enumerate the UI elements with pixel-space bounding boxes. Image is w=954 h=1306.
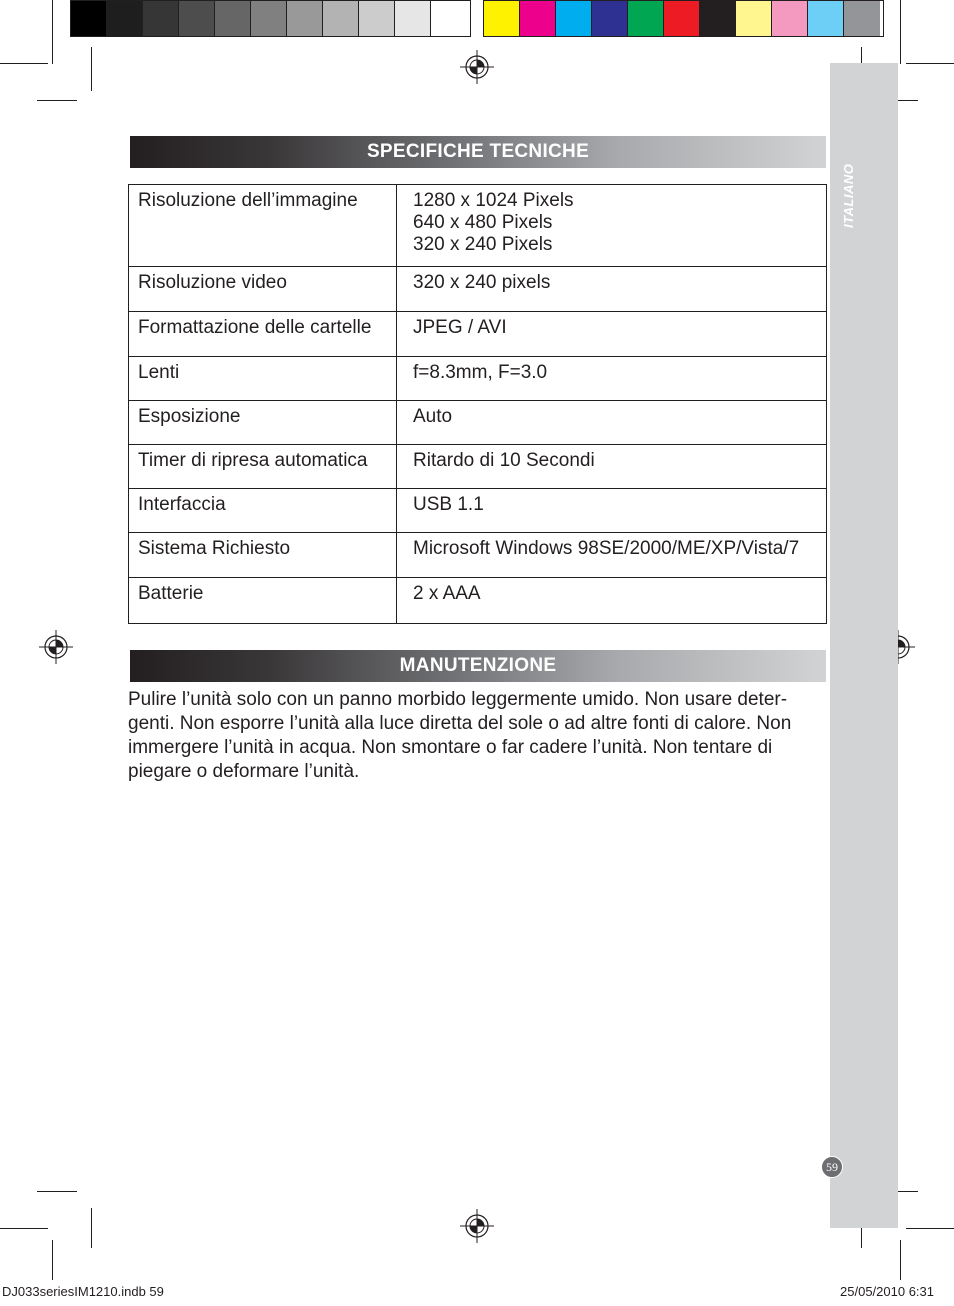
spec-label: Interfaccia <box>129 489 397 533</box>
spec-value: 2 x AAA <box>413 583 481 604</box>
color-swatch <box>664 1 700 36</box>
footer-date: 25/05/2010 6:31 <box>840 1284 934 1299</box>
spec-value: 320 x 240 pixels <box>413 272 551 293</box>
spec-value-cell <box>397 578 827 624</box>
spec-row <box>129 312 827 357</box>
spec-value: 320 x 240 Pixels <box>413 234 553 255</box>
spec-value: 1280 x 1024 Pixels <box>413 190 574 211</box>
spec-value: 640 x 480 Pixels <box>413 212 553 233</box>
spec-row <box>129 357 827 401</box>
spec-label: Lenti <box>129 357 397 401</box>
spec-value-cell <box>397 401 827 445</box>
specs-table <box>128 184 827 624</box>
maintenance-section-title: MANUTENZIONE <box>130 650 826 682</box>
spec-label: Timer di ripresa automatica <box>129 445 397 489</box>
color-swatch <box>359 1 395 36</box>
spec-value-cell <box>397 489 827 533</box>
registration-mark-icon <box>460 50 494 84</box>
color-swatch <box>323 1 359 36</box>
color-swatch <box>844 1 880 36</box>
color-swatch <box>556 1 592 36</box>
spec-value: Ritardo di 10 Secondi <box>413 450 595 471</box>
color-swatch <box>520 1 556 36</box>
spec-label: Batterie <box>129 578 397 624</box>
color-swatch <box>808 1 844 36</box>
spec-label: Esposizione <box>129 401 397 445</box>
spec-label: Risoluzione video <box>129 267 397 312</box>
color-swatch <box>395 1 431 36</box>
cmyk-color-bar <box>483 0 884 37</box>
spec-value-cell <box>397 445 827 489</box>
spec-value: Microsoft Windows 98SE/2000/ME/XP/Vista/7 <box>413 538 800 559</box>
color-swatch <box>592 1 628 36</box>
color-swatch <box>700 1 736 36</box>
spec-value-cell <box>397 267 827 312</box>
footer-file-name: DJ033seriesIM1210.indb 59 <box>2 1284 164 1299</box>
spec-label: Formattazione delle cartelle <box>129 312 397 357</box>
spec-row <box>129 533 827 578</box>
spec-value-cell <box>397 185 827 267</box>
spec-value: f=8.3mm, F=3.0 <box>413 362 548 383</box>
color-swatch <box>143 1 179 36</box>
color-swatch <box>215 1 251 36</box>
spec-row <box>129 578 827 624</box>
spec-row <box>129 489 827 533</box>
spec-label: Risoluzione dell’immagine <box>129 185 397 267</box>
registration-mark-icon <box>460 1209 494 1243</box>
registration-mark-icon <box>39 630 73 664</box>
language-tab-label: ITALIANO <box>841 163 856 228</box>
gray-color-bar <box>70 0 471 37</box>
color-swatch <box>179 1 215 36</box>
spec-value: JPEG / AVI <box>413 317 507 338</box>
spec-row <box>129 445 827 489</box>
spec-label: Sistema Richiesto <box>129 533 397 578</box>
color-swatch <box>628 1 664 36</box>
spec-value-cell <box>397 357 827 401</box>
spec-value: USB 1.1 <box>413 494 484 515</box>
color-swatch <box>107 1 143 36</box>
maintenance-text: Pulire l’unità solo con un panno morbido leggermente umido. Non usare deter-genti. Non esporre l’unità alla luce diretta del sole o ad altre fonti di calore. Non immergere l’unità in acqua. Non smontare o far cadere l’unità. Non tentare di piegare o deformare l’unità. <box>128 689 792 782</box>
color-swatch <box>484 1 520 36</box>
language-side-tab <box>830 63 898 1228</box>
specs-section-title: SPECIFICHE TECNICHE <box>130 136 826 168</box>
page-number-badge: 59 <box>821 1156 843 1178</box>
spec-value-cell <box>397 312 827 357</box>
color-swatch <box>736 1 772 36</box>
spec-value-cell <box>397 533 827 578</box>
spec-value: Auto <box>413 406 453 427</box>
color-swatch <box>287 1 323 36</box>
color-swatch <box>71 1 107 36</box>
spec-row <box>129 267 827 312</box>
color-swatch <box>251 1 287 36</box>
color-swatch <box>772 1 808 36</box>
spec-row <box>129 185 827 267</box>
spec-row <box>129 401 827 445</box>
color-swatch <box>431 1 467 36</box>
